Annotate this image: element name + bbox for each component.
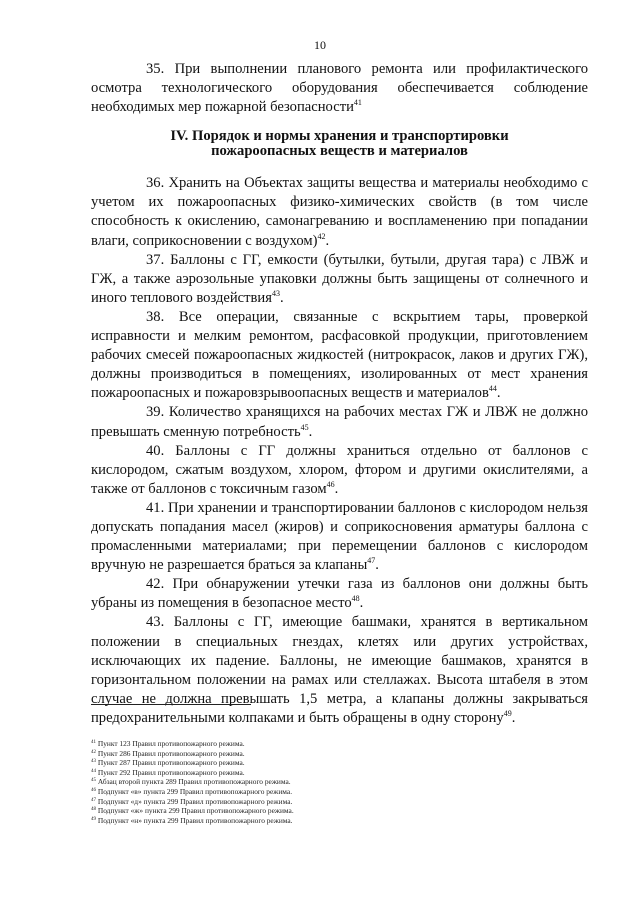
footnote-ref: 45 [300,422,309,432]
footnote-ref: 44 [488,384,497,394]
footnote-text: Подпункт «в» пункта 299 Правил противопожарного режима. [97,786,293,796]
footnote-46 [91,787,511,797]
footnote-ref: 48 [351,594,360,604]
page-number: 10 [314,38,326,52]
footnote-48 [91,806,511,816]
footnote-ref: 43 [271,288,280,298]
paragraph-text: 40. Баллоны с ГГ должны храниться отдельно от баллонов с кислородом, сжатым воздухом, хлором, фтором и другими окислителями, а также от баллонов с токсичным газом [91,442,588,497]
paragraph-text: 39. Количество хранящихся на рабочих местах ГЖ и ЛВЖ не должно превышать сменную потребность [91,404,588,440]
footnote-42 [91,749,511,759]
footnote-45 [91,777,511,787]
footnote-text: Пункт 287 Правил противопожарного режима. [97,758,245,768]
paragraph-38 [91,308,588,403]
paragraph-tail: . [496,385,501,402]
footnote-ref: 41 [353,98,362,108]
paragraph-text: 37. Баллоны с ГГ, емкости (бутылки, бутыли, другая тара) с ЛВЖ и ГЖ, а также аэрозольные упаковки должны быть защищены от солнечного и иного теплового воздействия [91,251,588,306]
document-body [91,60,588,728]
footnote-ref: 49 [503,708,512,718]
footnotes [91,739,511,825]
footnote-number: 43 [91,759,96,765]
footnote-text: Абзац второй пункта 289 Правил противопожарного режима. [97,777,291,787]
footnote-number: 44 [91,768,96,774]
footnote-43 [91,758,511,768]
footnote-text: Пункт 123 Правил противопожарного режима. [97,739,245,748]
paragraph-tail: . [308,423,313,440]
paragraph-tail: . [359,595,364,612]
footnote-ref: 47 [367,556,376,566]
footnote-number: 45 [91,778,96,784]
footnote-47 [91,797,511,807]
footnote-ref: 42 [317,231,326,241]
paragraph-41 [91,499,588,575]
paragraph-39 [91,403,588,441]
section-heading-line-1: IV. Порядок и нормы хранения и транспортировки [170,128,509,145]
paragraph-35 [91,60,588,117]
paragraph-text: 41. При хранении и транспортировании баллонов с кислородом нельзя допускать попадания масел (жиров) и соприкосновения арматуры баллона с промасленными материалами; при перемещении баллонов с кислородом вручную не разрешается браться за клапаны [91,499,588,574]
paragraph-37 [91,251,588,308]
footnote-number: 41 [91,740,96,745]
footnote-49 [91,816,511,826]
paragraph-text: 36. Хранить на Объектах защиты вещества и материалы необходимо с учетом их пожароопасных физико-химических свойств (в том числе способность к окислению, самонагреванию и воспламенению при попадании влаги, соприкосновении с воздухом) [91,175,588,249]
paragraph-tail: . [511,709,516,726]
paragraph-tail: . [279,289,284,306]
footnote-text: Подпункт «ж» пункта 299 Правил противопожарного режима. [97,806,294,816]
paragraph-40 [91,442,588,499]
section-heading [91,129,588,159]
footnote-number: 46 [91,787,96,793]
paragraph-42 [91,575,588,613]
footnote-text: Пункт 286 Правил противопожарного режима. [97,748,245,758]
paragraph-text: 38. Все операции, связанные с вскрытием тары, проверкой исправности и мелким ремонтом, расфасовкой продукции, приготовлением рабочих смесей пожароопасных жидкостей (нитрокрасок, лаков и других ГЖ), должны производиться в помещениях, изолированных от мест хранения пожароопасных и пожаровзрывоопасных веществ и материалов [91,308,588,402]
paragraph-text: 35. При выполнении планового ремонта или профилактического осмотра технологического оборудования обеспечивается соблюдение необходимых мер пожарной безопасности [91,61,588,116]
paragraph-tail: . [334,480,339,497]
footnote-divider [91,704,251,705]
footnote-number: 42 [91,749,96,755]
footnote-text: Подпункт «д» пункта 299 Правил противопожарного режима. [97,796,293,806]
paragraph-tail: . [375,557,379,574]
paragraph-text: 42. При обнаружении утечки газа из баллонов они должны быть убраны из помещения в безопасное место [91,576,588,612]
footnote-text: Пункт 292 Правил противопожарного режима. [97,767,245,777]
section-heading-line-2: пожароопасных веществ и материалов [211,143,468,160]
footnote-number: 47 [91,797,96,803]
footnote-number: 48 [91,807,96,813]
paragraph-tail: . [325,232,330,249]
paragraph-36 [91,174,588,250]
footnote-ref: 46 [326,479,335,489]
footnote-number: 49 [91,816,96,822]
paragraph-text: 43. Баллоны с ГГ, имеющие башмаки, хранятся в вертикальном положении в специальных гнездах, клетях или других устройствах, исключающих их падение. Баллоны, не имеющие башмаков, хранятся в горизонтальном положении на рамах или стеллажах. Высота штабеля в этом случае не должна превышать 1,5 метра, а клапаны должны закрываться предохранительными колпаками и быть обращены в одну сторону [91,614,588,726]
footnote-41 [91,739,511,749]
paragraph-43 [91,613,588,728]
footnote-text: Подпункт «н» пункта 299 Правил противопожарного режима. [97,815,293,825]
footnote-44 [91,768,511,778]
